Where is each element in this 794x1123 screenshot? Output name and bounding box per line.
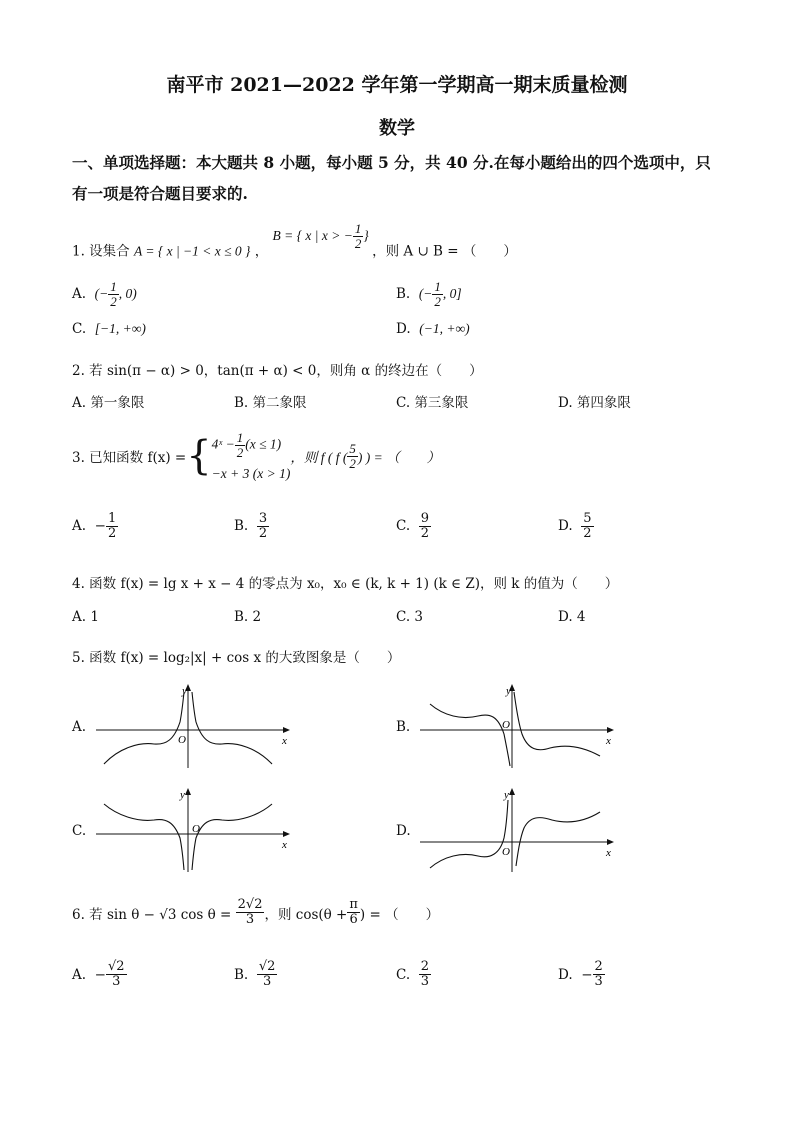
q1-option-b[interactable]: B. (− $\frac{1}{2}$ , 0] — [396, 279, 462, 309]
y-axis-label: y — [182, 685, 187, 697]
set-a: A = { x | −1 < x ≤ 0 } — [133, 243, 251, 259]
q4-option-a[interactable]: A. 1 — [72, 609, 99, 625]
piecewise-cases: 4ˣ − $\frac{1}{2}$ (x ≤ 1) −x + 3 (x > 1) — [211, 429, 291, 481]
q4-option-c[interactable]: C. 3 — [396, 609, 424, 625]
question-6-stem: 6. 若 sin θ − √3 cos θ = $\frac{2√2}{3}$ ，则 cos(θ + $\frac{\pi}{6}$ ) = （ ） — [72, 897, 440, 927]
question-2-stem: 2. 若 sin(π − α) > 0，tan(π + α) < 0，则角 α 的终边在（ ） — [72, 363, 483, 379]
set-b: B = { x | x > − $\frac{1}{2}$ } — [272, 221, 369, 251]
q5-option-c-label[interactable]: C. — [72, 823, 87, 839]
subject-title: 数学 — [379, 118, 415, 139]
piecewise-brace: { — [186, 433, 212, 479]
q6-option-d[interactable]: D. − $\frac{2}{3}$ — [558, 959, 603, 989]
question-4-stem: 4. 函数 f(x) = lg x + x − 4 的零点为 x₀，x₀ ∈ (k, k + 1) (k ∈ Z)，则 k 的值为（ ） — [72, 576, 619, 592]
section-heading-line2: 有一项是符合题目要求的. — [72, 184, 248, 203]
origin-label: O — [502, 846, 510, 858]
q1-option-c[interactable]: C. [−1, +∞) — [72, 321, 146, 337]
x-axis-label: x — [606, 735, 611, 747]
q6-option-c[interactable]: C. $\frac{2}{3}$ — [396, 959, 430, 989]
y-axis-label: y — [506, 685, 511, 697]
y-axis-label: y — [504, 789, 509, 801]
q6-option-b[interactable]: B. $\frac{√2}{3}$ — [234, 959, 276, 989]
y-axis-label: y — [180, 789, 185, 801]
question-5-stem: 5. 函数 f(x) = log₂|x| + cos x 的大致图象是（ ） — [72, 650, 401, 666]
q1-option-d[interactable]: D. (−1, +∞) — [396, 321, 470, 337]
q2-option-d[interactable]: D. 第四象限 — [558, 395, 631, 411]
q5-graph-b[interactable] — [418, 682, 618, 770]
x-axis-label: x — [282, 839, 287, 851]
q5-option-d-label[interactable]: D. — [396, 823, 411, 839]
q4-option-d[interactable]: D. 4 — [558, 609, 586, 625]
origin-label: O — [192, 823, 200, 835]
q3-option-c[interactable]: C. $\frac{9}{2}$ — [396, 511, 430, 541]
q2-option-c[interactable]: C. 第三象限 — [396, 395, 469, 411]
q3-option-a[interactable]: A. − $\frac{1}{2}$ — [72, 511, 117, 541]
q3-option-d[interactable]: D. $\frac{5}{2}$ — [558, 511, 592, 541]
x-axis-label: x — [606, 847, 611, 859]
q5-graph-a[interactable] — [94, 682, 294, 770]
q5-graph-c[interactable] — [94, 786, 294, 874]
q4-option-b[interactable]: B. 2 — [234, 609, 262, 625]
section-heading-line1: 一、单项选择题：本大题共 8 小题，每小题 5 分，共 40 分.在每小题给出的四个选项中，只 — [72, 153, 711, 172]
q6-option-a[interactable]: A. − $\frac{√2}{3}$ — [72, 959, 125, 989]
origin-label: O — [178, 734, 186, 746]
x-axis-label: x — [282, 735, 287, 747]
q5-option-b-label[interactable]: B. — [396, 719, 411, 735]
exam-title: 南平市 2021—2022 学年第一学期高一期末质量检测 — [166, 74, 628, 96]
q2-option-a[interactable]: A. 第一象限 — [72, 395, 145, 411]
q2-option-b[interactable]: B. 第二象限 — [234, 395, 307, 411]
q5-graph-d[interactable] — [418, 786, 618, 874]
question-3-stem: 3. 已知函数 f(x) = { 4ˣ − $\frac{1}{2}$ (x ≤ 1) −x + 3 (x > 1) ，则 f ( f ( $\frac{5}{2}$ ) ) = （ ） — [72, 429, 441, 481]
question-1-stem: 1. 设集合 A = { x | −1 < x ≤ 0 } ， B = { x | x > − $\frac{1}{2}$ } ，则 A ∪ B = （ ） — [72, 221, 517, 260]
q5-option-a-label[interactable]: A. — [72, 719, 87, 735]
q3-option-b[interactable]: B. $\frac{3}{2}$ — [234, 511, 268, 541]
origin-label: O — [502, 719, 510, 731]
q1-option-a[interactable]: A. (− $\frac{1}{2}$ , 0) — [72, 279, 137, 309]
